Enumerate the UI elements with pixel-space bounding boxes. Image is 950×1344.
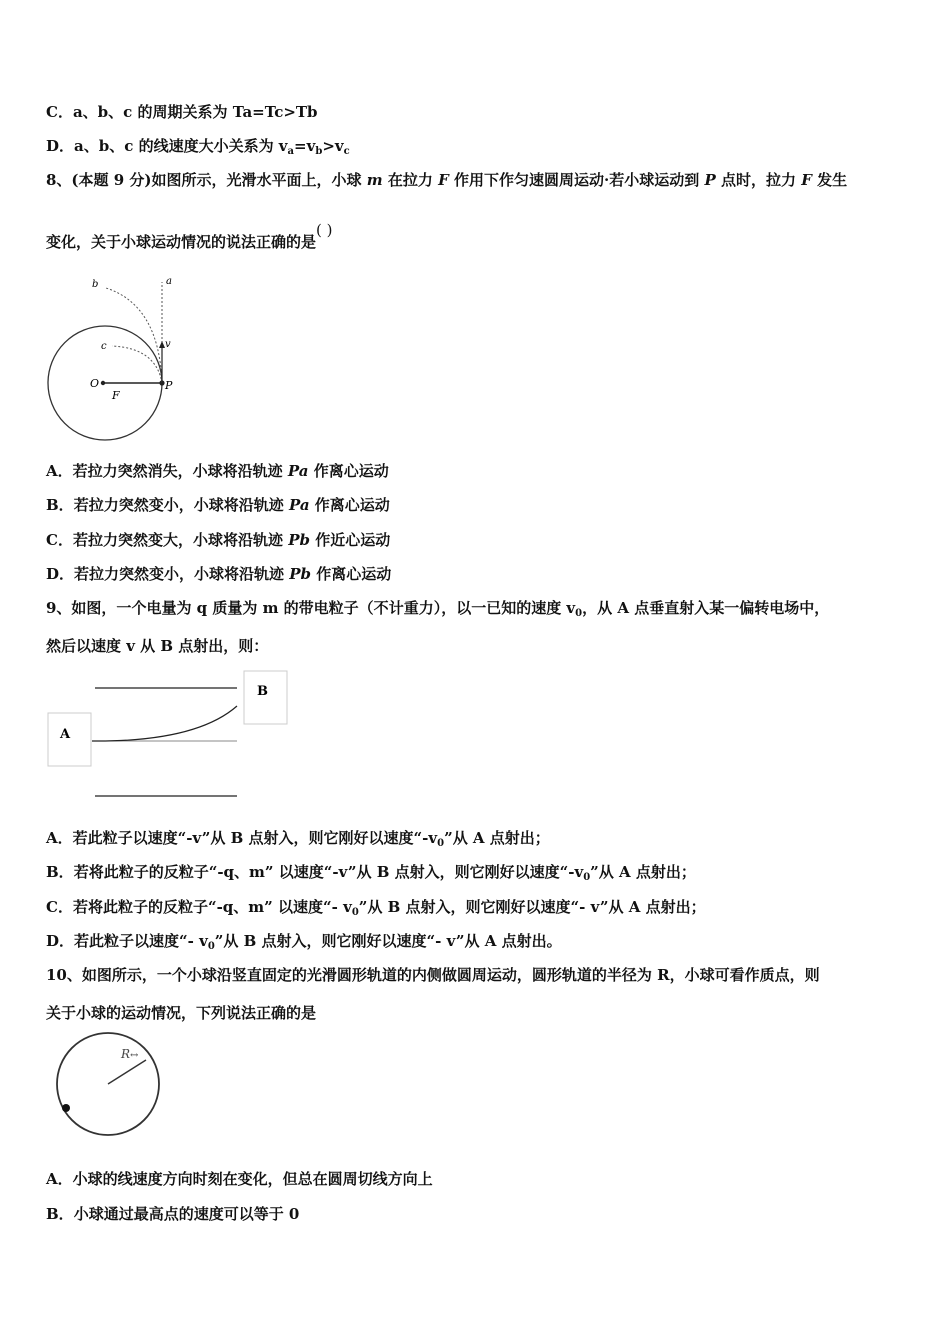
subscript: 0 [583,872,591,883]
label-F: F [112,389,120,402]
stem-text: 关于小球的运动情况，下列说法正确的是 [46,1004,317,1022]
radius-line [108,1060,146,1084]
q8-option-a [46,461,389,481]
q8-option-c [46,530,390,550]
option-label: B． [46,496,74,514]
path-name: Pb [289,565,312,583]
option-text: a、b、c 的周期关系为 Ta=Tc>Tb [72,103,318,121]
label-c: c [101,341,107,352]
stem-text: 8、(本题 9 分)如图所示，光滑水平面上，小球 [46,171,362,189]
option-label: C． [46,531,73,549]
option-label: D． [46,932,75,950]
stem-text: 点时，拉力 [720,171,796,189]
q9-figure [46,668,292,802]
option-text: 小球的线速度方向时刻在变化，但总在圆周切线方向上 [72,1170,433,1188]
q9-option-d [46,931,562,957]
option-text: 若拉力突然消失，小球将沿轨迹 [72,462,283,480]
q10-option-b [46,1204,299,1224]
label-O: O [90,377,100,390]
option-label: D． [46,565,75,583]
q9-stem-line2 [46,636,268,656]
q8-option-d [46,564,391,584]
option-label: D． [46,137,75,155]
option-label: A． [46,1170,73,1188]
q7-option-d [46,136,350,162]
path-c [112,346,162,383]
stem-text: 变化，关于小球运动情况的说法正确的是 [46,233,317,251]
q9-option-a [46,828,550,854]
option-label: B． [46,863,74,881]
label-A: A [60,727,71,742]
label-b: b [92,279,99,290]
option-text: 若拉力突然变大，小球将沿轨迹 [72,531,283,549]
var-F: F [801,171,812,189]
subscript: 0 [575,608,583,619]
option-text: ”从 A 点射出； [444,829,550,847]
particle-trajectory [92,706,237,741]
option-text: 作离心运动 [313,462,389,480]
label-R: R [121,1047,131,1061]
subscript: c [343,146,350,157]
option-text: 若将此粒子的反粒子“-q、m” 以速度“-v”从 B 点射入，则它刚好以速度“-v [73,863,584,881]
path-name: Pa [287,462,309,480]
q8-stem-line2 [46,221,333,252]
option-label: C． [46,103,73,121]
option-label: A． [46,829,73,847]
subscript: a [287,146,295,157]
label-v: v [165,339,171,350]
q7-option-c [46,102,318,122]
var-P: P [704,171,716,189]
q8-figure [44,270,184,452]
q9-option-b [46,862,696,888]
q8-stem-line1 [46,170,847,190]
path-b [106,288,162,383]
var-F: F [438,171,449,189]
subscript: 0 [351,907,359,918]
option-label: A． [46,462,73,480]
option-text: ”从 B 点射入，则它刚好以速度“- v”从 A 点射出； [358,898,706,916]
var-m: m [366,171,383,189]
q10-stem-line2 [46,1003,316,1023]
option-text: ”从 A 点射出； [590,863,696,881]
stem-text: 10、如图所示，一个小球沿竖直固定的光滑圆形轨道的内侧做圆周运动，圆形轨道的半径为 R，小球可看作质点，则 [46,966,820,984]
option-text: 若拉力突然变小，小球将沿轨迹 [74,565,285,583]
ball [62,1104,70,1112]
stem-text: ，从 A 点垂直射入某一偏转电场中， [582,599,830,617]
label-P: P [165,379,173,392]
stem-text: 然后以速度 v 从 B 点射出，则： [46,637,269,655]
subscript: 0 [437,838,445,849]
arrow-icon: ↔ [130,1050,139,1061]
option-text: 若拉力突然变小，小球将沿轨迹 [73,496,284,514]
option-text: 若此粒子以速度“-v”从 B 点射入，则它刚好以速度“-v [72,829,438,847]
option-text: a、b、c 的线速度大小关系为 v [74,137,288,155]
stem-text: 在拉力 [387,171,433,189]
option-label: B． [46,1205,74,1223]
option-text: 若此粒子以速度“- v [74,932,208,950]
option-text: =v [294,137,316,155]
stem-text: 作用下作匀速圆周运动·若小球运动到 [454,171,700,189]
label-B: B [257,684,268,699]
path-name: Pb [288,531,310,549]
q10-option-a [46,1169,433,1189]
q8-option-b [46,495,390,515]
q10-figure [50,1030,166,1144]
path-name: Pa [288,496,310,514]
option-text: >v [322,137,344,155]
answer-bracket: ( ) [316,221,333,239]
q10-stem-line1 [46,965,820,985]
option-text: 作离心运动 [316,565,392,583]
option-text: 小球通过最高点的速度可以等于 0 [73,1205,300,1223]
option-text: ”从 B 点射入，则它刚好以速度“- v”从 A 点射出。 [214,932,562,950]
option-text: 若将此粒子的反粒子“-q、m” 以速度“- v [72,898,352,916]
option-label: C． [46,898,73,916]
center-point [101,381,105,385]
subscript: 0 [207,941,215,952]
stem-text: 9、如图，一个电量为 q 质量为 m 的带电粒子（不计重力），以一已知的速度 v [46,599,576,617]
option-text: 作离心运动 [314,496,390,514]
q9-option-c [46,897,706,923]
subscript: b [315,146,323,157]
stem-text: 发生 [817,171,848,189]
label-a: a [166,276,172,287]
option-text: 作近心运动 [315,531,391,549]
q9-stem-line1 [46,598,829,624]
